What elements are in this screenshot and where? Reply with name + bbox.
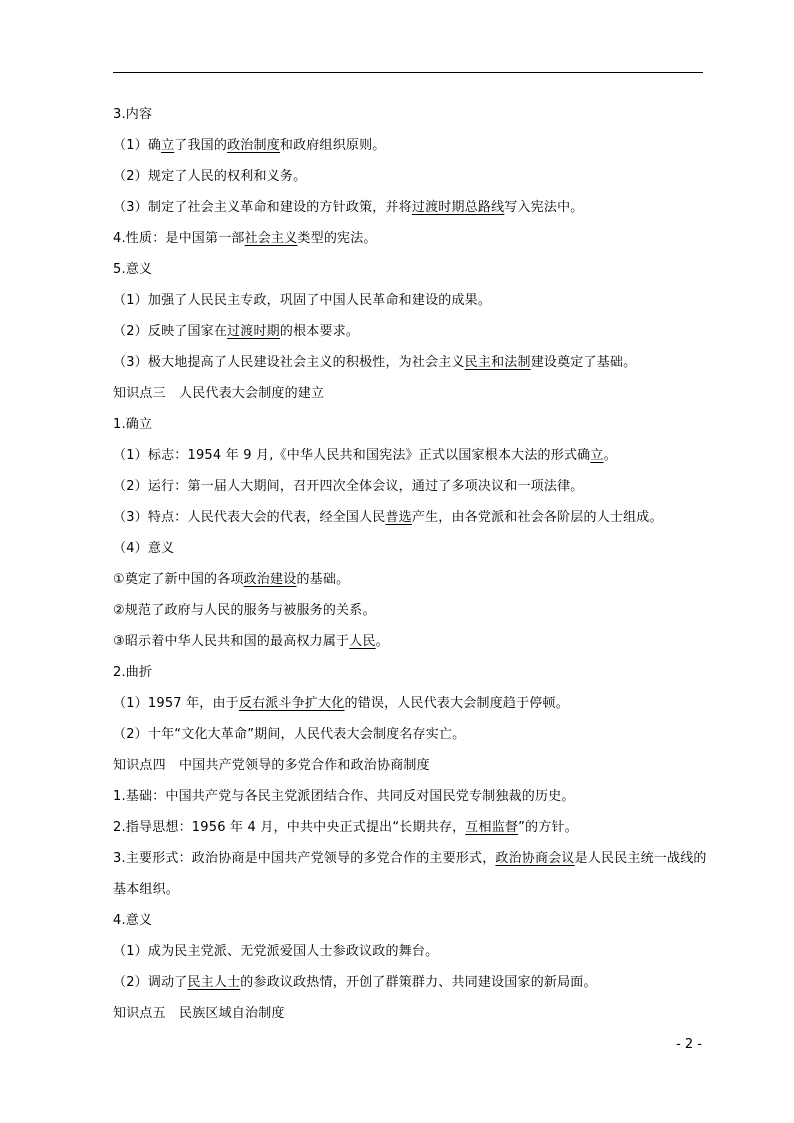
text-line: [113, 998, 708, 1029]
text-segment: 1.基础：中国共产党与各民主党派团结合作、共同反对国民党专制独裁的历史。: [113, 789, 575, 804]
text-line: [113, 502, 708, 533]
text-line: [113, 595, 708, 626]
text-segment: （2）十年“文化大革命”期间，人民代表大会制度名存实亡。: [113, 727, 466, 742]
underlined-term: 民主和法制: [464, 355, 531, 370]
text-segment: 的错误，人民代表大会制度趋于停顿。: [344, 696, 569, 711]
text-segment: （2）运行：第一届人大期间，召开四次全体会议，通过了多项决议和一项法律。: [113, 479, 584, 494]
underlined-term: 政治建设: [243, 572, 297, 587]
text-segment: 的基础。: [296, 572, 350, 587]
text-line: [113, 781, 708, 812]
text-segment: 。: [375, 634, 389, 649]
text-line: [113, 130, 708, 161]
text-line: [113, 750, 708, 781]
text-segment: 知识点五 民族区域自治制度: [113, 1006, 285, 1021]
text-line: [113, 409, 708, 440]
text-line: [113, 440, 708, 471]
text-line: [113, 905, 708, 936]
text-line: [113, 99, 708, 130]
text-segment: 。: [603, 448, 617, 463]
text-segment: （1）标志：1954 年 9 月,《中华人民共和国宪法》正式以国家根本大法的形式确: [113, 448, 591, 463]
text-segment: 写入宪法中。: [504, 200, 584, 215]
text-segment: （1）1957 年，由于: [113, 696, 239, 711]
text-segment: ②规范了政府与人民的服务与被服务的关系。: [113, 603, 376, 618]
underlined-term: 民主人士: [187, 975, 241, 990]
text-line: [113, 471, 708, 502]
text-segment: 是人民民主统一战线的基本组织。: [113, 851, 707, 897]
text-segment: （2）规定了人民的权利和义务。: [113, 169, 307, 184]
text-segment: 建设奠定了基础。: [530, 355, 637, 370]
text-segment: ③昭示着中华人民共和国的最高权力属于: [113, 634, 350, 649]
text-line: [113, 285, 708, 316]
text-segment: ”的方针。: [518, 820, 578, 835]
text-line: [113, 967, 708, 998]
text-line: [113, 564, 708, 595]
underlined-term: 过渡时期: [227, 324, 280, 339]
text-segment: （3）极大地提高了人民建设社会主义的积极性，为社会主义: [113, 355, 465, 370]
text-line: [113, 626, 708, 657]
text-segment: 了我国的: [174, 138, 228, 153]
underlined-term: 互相监督: [465, 820, 519, 835]
text-line: [113, 254, 708, 285]
underlined-term: 政治制度: [227, 138, 280, 153]
underlined-term: 反右派斗争扩大化: [238, 696, 345, 711]
text-segment: 5.意义: [113, 262, 153, 277]
text-line: [113, 192, 708, 223]
text-line: [113, 688, 708, 719]
text-segment: 1.确立: [113, 417, 153, 432]
text-segment: （1）成为民主党派、无党派爱国人士参政议政的舞台。: [113, 944, 439, 959]
underlined-term: 立: [590, 448, 604, 463]
text-line: [113, 657, 708, 688]
underlined-term: 普选: [385, 510, 412, 525]
text-segment: 产生，由各党派和社会各阶层的人士组成。: [411, 510, 663, 525]
text-segment: ①奠定了新中国的各项: [113, 572, 244, 587]
underlined-term: 社会主义: [244, 231, 298, 246]
text-line: [113, 843, 708, 905]
underlined-term: 立: [161, 138, 175, 153]
text-segment: （4）意义: [113, 541, 175, 556]
text-segment: 4.意义: [113, 913, 153, 928]
text-segment: 的参政议政热情，开创了群策群力、共同建设国家的新局面。: [240, 975, 597, 990]
text-line: [113, 347, 708, 378]
text-segment: （3）特点：人民代表大会的代表，经全国人民: [113, 510, 386, 525]
text-line: [113, 161, 708, 192]
text-segment: 2.曲折: [113, 665, 153, 680]
text-segment: 3.内容: [113, 107, 153, 122]
text-segment: 知识点四 中国共产党领导的多党合作和政治协商制度: [113, 758, 430, 773]
document-body: [113, 99, 708, 1029]
text-line: [113, 378, 708, 409]
text-segment: 4.性质：是中国第一部: [113, 231, 245, 246]
text-line: [113, 533, 708, 564]
text-segment: 类型的宪法。: [297, 231, 377, 246]
text-line: [113, 812, 708, 843]
text-line: [113, 223, 708, 254]
underlined-term: 过渡时期总路线: [411, 200, 505, 215]
header-rule: [113, 72, 703, 73]
underlined-term: 人民: [349, 634, 376, 649]
text-segment: （3）制定了社会主义革命和建设的方针政策，并将: [113, 200, 412, 215]
text-line: [113, 936, 708, 967]
text-segment: （2）调动了: [113, 975, 188, 990]
text-segment: 和政府组织原则。: [279, 138, 386, 153]
text-line: [113, 316, 708, 347]
text-segment: 3.主要形式：政治协商是中国共产党领导的多党合作的主要形式，: [113, 851, 496, 866]
page-number: - 2 -: [676, 1037, 702, 1052]
text-segment: （1）确: [113, 138, 162, 153]
text-line: [113, 719, 708, 750]
underlined-term: 政治协商会议: [495, 851, 575, 866]
text-segment: 知识点三 人民代表大会制度的建立: [113, 386, 325, 401]
text-segment: （2）反映了国家在: [113, 324, 228, 339]
text-segment: （1）加强了人民民主专政，巩固了中国人民革命和建设的成果。: [113, 293, 492, 308]
text-segment: 的根本要求。: [279, 324, 360, 339]
text-segment: 2.指导思想：1956 年 4 月，中共中央正式提出“长期共存，: [113, 820, 466, 835]
